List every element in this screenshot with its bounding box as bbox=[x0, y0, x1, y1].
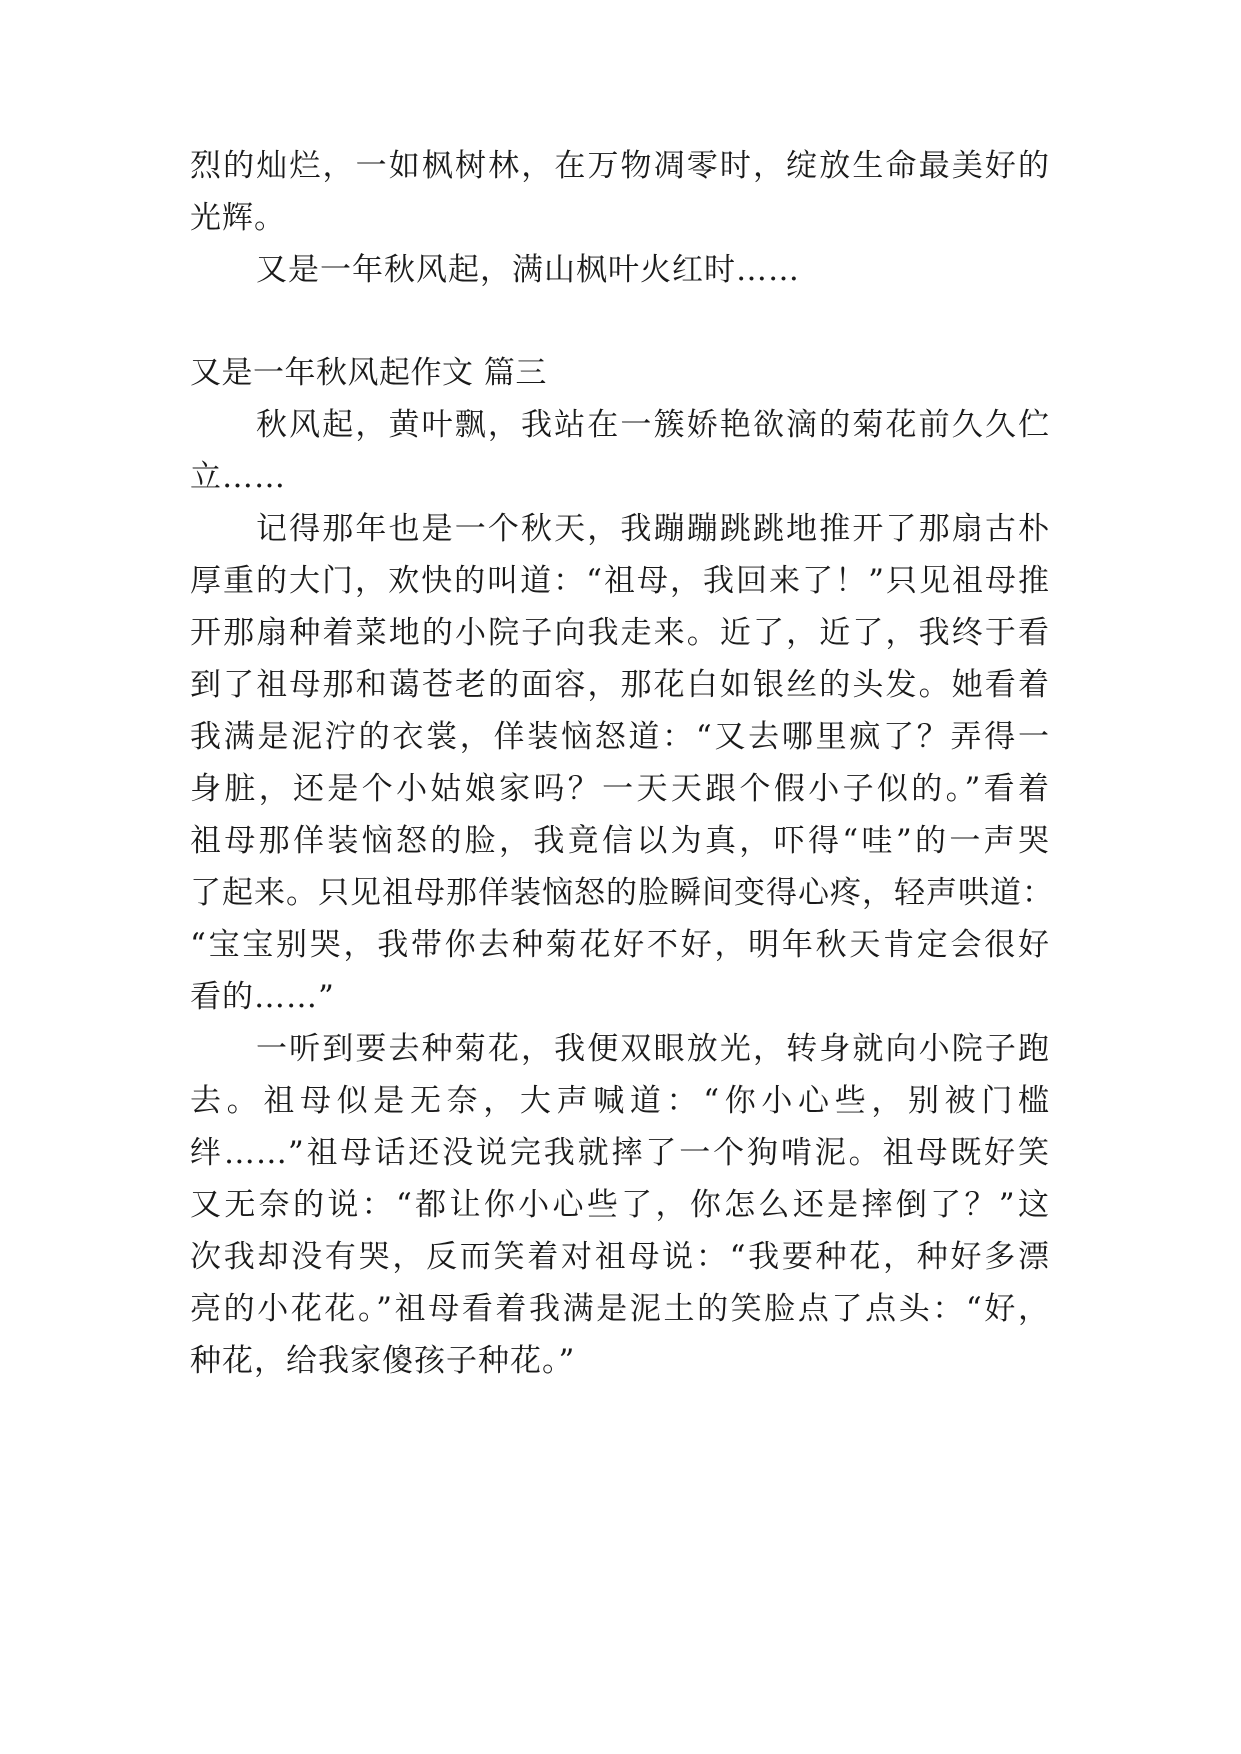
paragraph-line: 绊……”祖母话还没说完我就摔了一个狗啃泥。祖母既好笑 bbox=[190, 1135, 1050, 1171]
paragraph-line: 我满是泥泞的衣裳，佯装恼怒道：“又去哪里疯了？弄得一 bbox=[190, 719, 1050, 755]
paragraph-line: 看的……” bbox=[190, 979, 335, 1015]
paragraph-line: 厚重的大门，欢快的叫道：“祖母，我回来了！”只见祖母推 bbox=[190, 563, 1050, 599]
paragraph-line: 立…… bbox=[190, 459, 286, 495]
paragraph-line: 烈的灿烂，一如枫树林，在万物凋零时，绽放生命最美好的 bbox=[190, 148, 1050, 184]
paragraph-line: 祖母那佯装恼怒的脸，我竟信以为真，吓得“哇”的一声哭 bbox=[190, 823, 1050, 859]
paragraph-line: 了起来。只见祖母那佯装恼怒的脸瞬间变得心疼，轻声哄道： bbox=[190, 875, 1054, 911]
paragraph-line: 记得那年也是一个秋天，我蹦蹦跳跳地推开了那扇古朴 bbox=[256, 511, 1050, 547]
paragraph-line: 去。祖母似是无奈，大声喊道：“你小心些，别被门槛 bbox=[190, 1083, 1050, 1119]
paragraph-line: “宝宝别哭，我带你去种菊花好不好，明年秋天肯定会很好 bbox=[190, 927, 1050, 963]
paragraph-line: 身脏，还是个小姑娘家吗？一天天跟个假小子似的。”看着 bbox=[190, 771, 1050, 807]
paragraph-line: 秋风起，黄叶飘，我站在一簇娇艳欲滴的菊花前久久伫 bbox=[256, 407, 1050, 443]
paragraph-line: 次我却没有哭，反而笑着对祖母说：“我要种花，种好多漂 bbox=[190, 1239, 1050, 1275]
paragraph-line: 又是一年秋风起，满山枫叶火红时…… bbox=[256, 252, 800, 288]
paragraph-line: 光辉。 bbox=[190, 200, 286, 236]
paragraph-line: 到了祖母那和蔼苍老的面容，那花白如银丝的头发。她看着 bbox=[190, 667, 1050, 703]
section-heading: 又是一年秋风起作文 篇三 bbox=[190, 355, 547, 391]
paragraph-line: 又无奈的说：“都让你小心些了，你怎么还是摔倒了？”这 bbox=[190, 1187, 1050, 1223]
paragraph-line: 种花，给我家傻孩子种花。” bbox=[190, 1343, 576, 1379]
paragraph-line: 一听到要去种菊花，我便双眼放光，转身就向小院子跑 bbox=[256, 1031, 1050, 1067]
paragraph-line: 亮的小花花。”祖母看着我满是泥土的笑脸点了点头：“好， bbox=[190, 1291, 1050, 1327]
paragraph-line: 开那扇种着菜地的小院子向我走来。近了，近了，我终于看 bbox=[190, 615, 1050, 651]
